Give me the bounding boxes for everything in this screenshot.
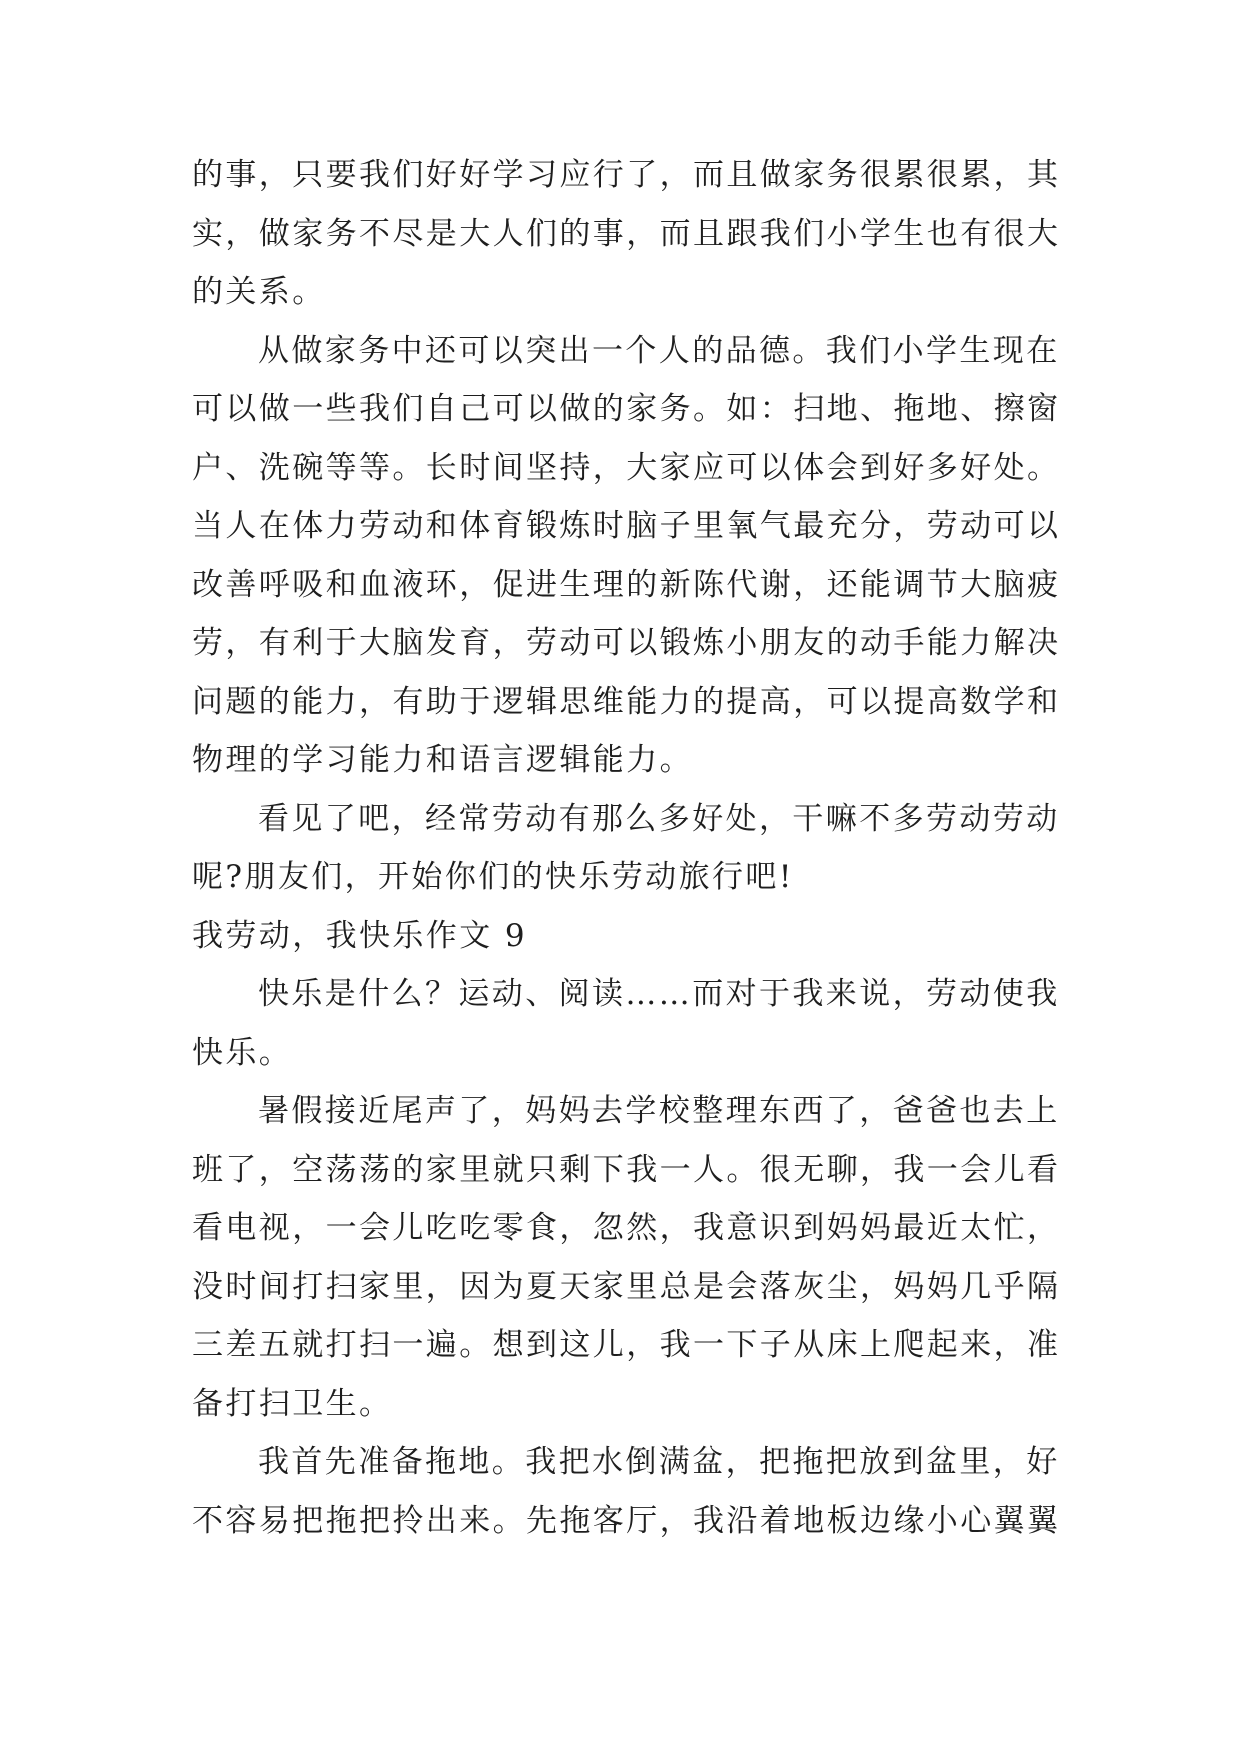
paragraph-first-line: 快乐是什么？运动、阅读……而对于我来说，劳动使我 (258, 976, 1060, 1012)
text-line: 备打扫卫生。 (192, 1385, 393, 1422)
text-line: 没时间打扫家里，因为夏天家里总是会落灰尘，妈妈几乎隔 (192, 1268, 1061, 1305)
text-line: 呢?朋友们，开始你们的快乐劳动旅行吧! (192, 859, 794, 895)
document-body (192, 146, 1061, 1550)
paragraph-first-line: 从做家务中还可以突出一个人的品德。我们小学生现在 (258, 332, 1060, 369)
paragraph-first-line: 我首先准备拖地。我把水倒满盆，把拖把放到盆里，好 (258, 1444, 1060, 1480)
paragraph-first-line: 看见了吧，经常劳动有那么多好处，干嘛不多劳动劳动 (258, 800, 1060, 837)
text-line: 改善呼吸和血液环，促进生理的新陈代谢，还能调节大脑疲 (192, 566, 1061, 603)
text-line: 户、洗碗等等。长时间坚持，大家应可以体会到好多好处。 (192, 449, 1061, 486)
text-line: 的关系。 (192, 274, 326, 310)
text-line: 班了，空荡荡的家里就只剩下我一人。很无聊，我一会儿看 (192, 1151, 1061, 1188)
text-line: 可以做一些我们自己可以做的家务。如：扫地、拖地、擦窗 (192, 391, 1061, 427)
paragraph-first-line: 暑假接近尾声了，妈妈去学校整理东西了，爸爸也去上 (258, 1093, 1060, 1129)
text-line: 问题的能力，有助于逻辑思维能力的提高，可以提高数学和 (192, 683, 1061, 720)
text-line: 快乐。 (192, 1034, 293, 1071)
text-line: 看电视，一会儿吃吃零食，忽然，我意识到妈妈最近太忙， (192, 1210, 1061, 1246)
text-line: 不容易把拖把拎出来。先拖客厅，我沿着地板边缘小心翼翼 (192, 1502, 1061, 1539)
section-heading: 我劳动，我快乐作文 9 (192, 917, 527, 954)
text-line: 当人在体力劳动和体育锻炼时脑子里氧气最充分，劳动可以 (192, 508, 1061, 544)
text-line: 三差五就打扫一遍。想到这儿，我一下子从床上爬起来，准 (192, 1327, 1061, 1363)
text-line: 物理的学习能力和语言逻辑能力。 (192, 742, 693, 778)
text-line: 劳，有利于大脑发育，劳动可以锻炼小朋友的动手能力解决 (192, 625, 1061, 661)
text-line: 的事，只要我们好好学习应行了，而且做家务很累很累，其 (192, 157, 1061, 193)
text-line: 实，做家务不尽是大人们的事，而且跟我们小学生也有很大 (192, 215, 1061, 252)
